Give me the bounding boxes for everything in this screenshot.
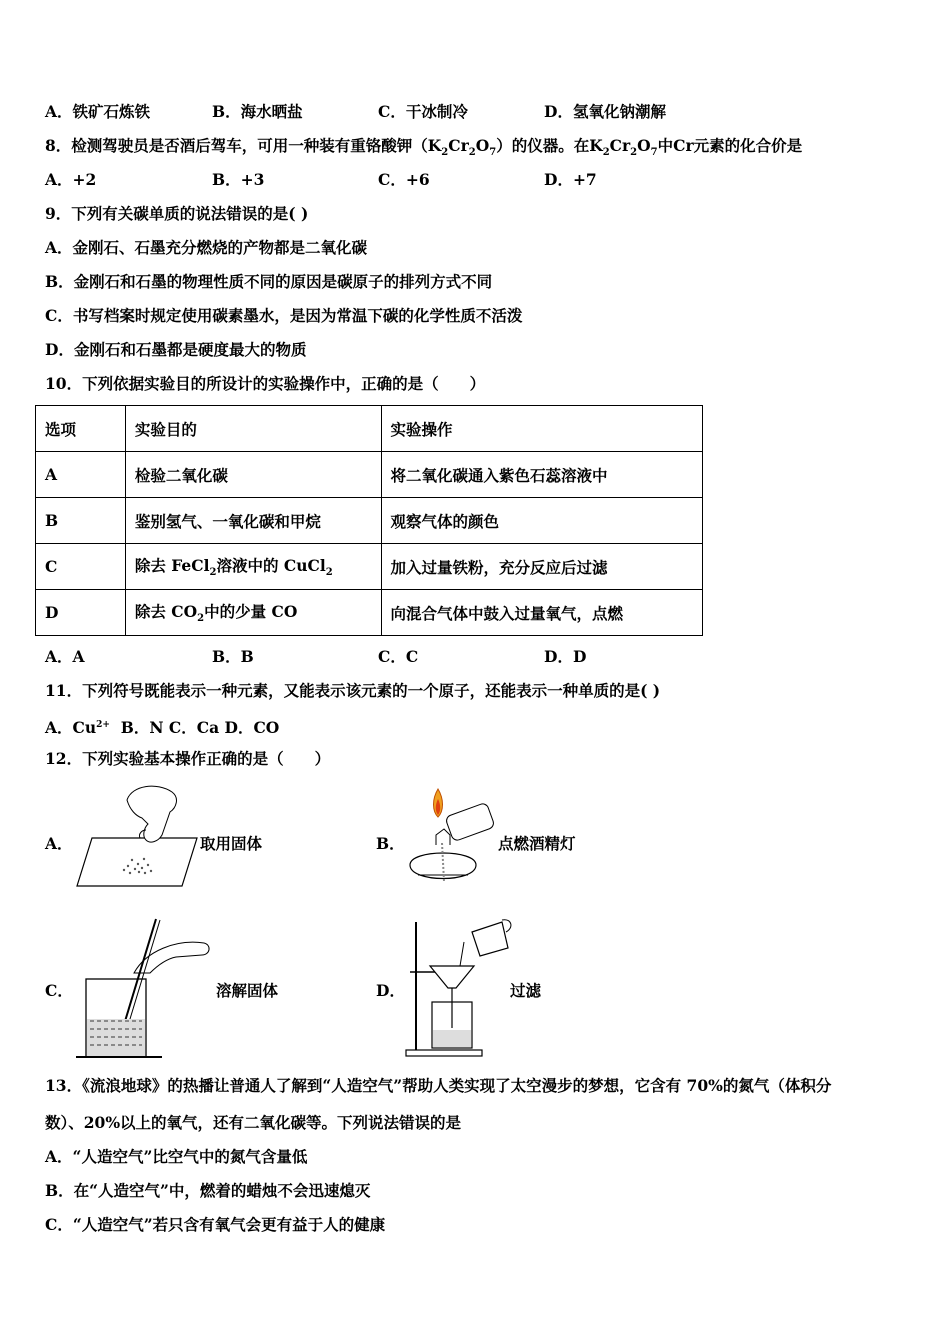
- table-row: [36, 590, 703, 636]
- row-operation: 向混合气体中鼓入过量氧气，点燃: [381, 590, 703, 636]
- table-header-row: [36, 406, 703, 452]
- row-operation: 加入过量铁粉，充分反应后过滤: [381, 544, 703, 590]
- row-option: C: [36, 544, 126, 590]
- q12-d-label: 过滤: [510, 981, 542, 1000]
- row-option: A: [36, 452, 126, 498]
- q9-option-b: B．金刚石和石墨的物理性质不同的原因是碳原子的排列方式不同: [45, 272, 493, 291]
- q9-option-c: C．书写档案时规定使用碳素墨水，是因为常温下碳的化学性质不活泼: [45, 306, 523, 325]
- filtration-illustration: [402, 912, 517, 1062]
- q10-option-c: C．C: [378, 647, 419, 666]
- q12-a-label: 取用固体: [200, 834, 263, 853]
- q9-option-a: A．金刚石、石墨充分燃烧的产物都是二氧化碳: [45, 238, 368, 257]
- q9-option-d: D．金刚石和石墨都是硬度最大的物质: [45, 340, 307, 359]
- q12-d-letter: D．: [376, 981, 405, 1000]
- q7-option-a: A．铁矿石炼铁: [45, 102, 151, 121]
- q7-option-b: B．海水晒盐: [212, 102, 303, 121]
- q12-stem: 12．下列实验基本操作正确的是（ ）: [45, 749, 331, 768]
- header-operation: 实验操作: [381, 406, 703, 452]
- table-row: [36, 498, 703, 544]
- header-purpose: 实验目的: [125, 406, 381, 452]
- table-row: [36, 452, 703, 498]
- q9-stem: 9．下列有关碳单质的说法错误的是( ): [45, 204, 309, 223]
- q10-stem: 10．下列依据实验目的所设计的实验操作中，正确的是（ ）: [45, 374, 486, 393]
- row-purpose: 检验二氧化碳: [125, 452, 381, 498]
- take-solid-illustration: [72, 780, 202, 890]
- row-purpose: 鉴别氢气、一氧化碳和甲烷: [125, 498, 381, 544]
- experiment-table: [35, 405, 703, 636]
- q12-c-letter: C．: [45, 981, 73, 1000]
- row-operation: 观察气体的颜色: [381, 498, 703, 544]
- q10-option-b: B．B: [212, 647, 254, 666]
- row-option: D: [36, 590, 126, 636]
- q8-option-b: B．+3: [212, 170, 265, 189]
- q13-stem-line2: 数）、20%以上的氧气，还有二氧化碳等。下列说法错误的是: [45, 1113, 462, 1132]
- q8-option-a: A．+2: [45, 170, 97, 189]
- alcohol-lamp-illustration: [400, 785, 500, 890]
- q8-option-c: C．+6: [378, 170, 430, 189]
- row-operation: 将二氧化碳通入紫色石蕊溶液中: [381, 452, 703, 498]
- row-purpose: 除去 FeCl$_2$溶液中的 CuCl$_2$: [125, 544, 381, 590]
- q12-a-letter: A．: [45, 834, 73, 853]
- q11-options: A．$Cu^{2+}$ B．N C．Ca D．CO: [45, 718, 280, 738]
- q10-option-a: A．A: [45, 647, 85, 666]
- q13-option-c: C．“人造空气”若只含有氧气会更有益于人的健康: [45, 1215, 386, 1234]
- q12-b-letter: B．: [376, 834, 405, 853]
- q7-option-c: C．干冰制冷: [378, 102, 468, 121]
- q8-stem: 8．检测驾驶员是否酒后驾车，可用一种装有重铬酸钾$(K_2Cr_2O_7)$的仪器。在$K_2Cr_2O_7$中Cr元素的化合价是: [45, 136, 803, 159]
- row-option: B: [36, 498, 126, 544]
- q11-stem: 11．下列符号既能表示一种元素，又能表示该元素的一个原子，还能表示一种单质的是( ): [45, 681, 661, 700]
- q13-stem-line1: 13．《流浪地球》的热播让普通人了解到“人造空气”帮助人类实现了太空漫步的梦想，它含有 70%的氮气（体积分: [45, 1076, 832, 1095]
- table-row: [36, 544, 703, 590]
- q7-option-d: D．氢氧化钠潮解: [544, 102, 666, 121]
- header-option: 选项: [36, 406, 126, 452]
- q10-option-d: D．D: [544, 647, 587, 666]
- q12-b-label: 点燃酒精灯: [498, 834, 576, 853]
- row-purpose: 除去 $CO_2$中的少量 CO: [125, 590, 381, 636]
- q12-c-label: 溶解固体: [216, 981, 279, 1000]
- q8-option-d: D．+7: [544, 170, 597, 189]
- q13-option-a: A．“人造空气”比空气中的氮气含量低: [45, 1147, 308, 1166]
- dissolve-solid-illustration: [76, 915, 216, 1060]
- q13-option-b: B．在“人造空气”中，燃着的蜡烛不会迅速熄灭: [45, 1181, 371, 1200]
